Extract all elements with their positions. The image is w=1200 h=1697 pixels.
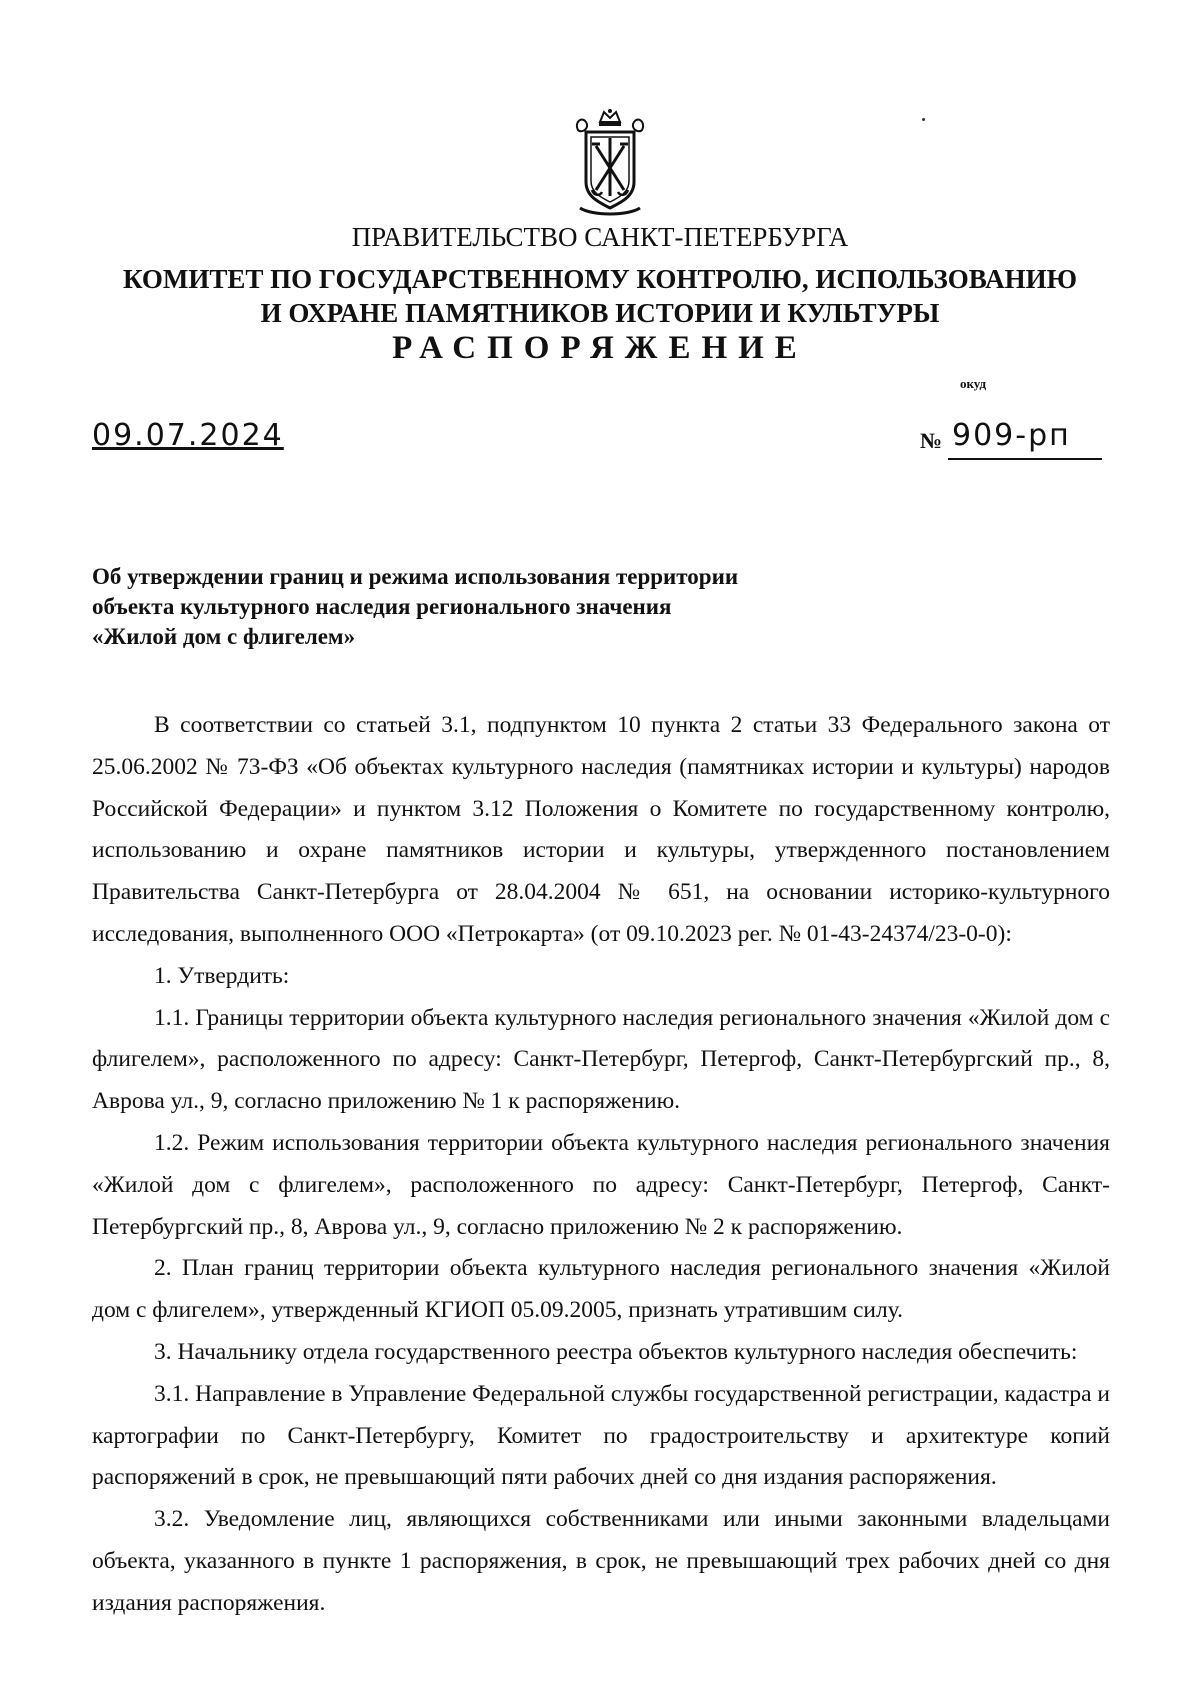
- body-paragraph: 2. План границ территории объекта культурного наследия регионального значения «Жилой дом с флигелем», утвержденный КГИОП 05.09.2005, признать утратившим силу.: [92, 1255, 1110, 1324]
- scan-speck: [922, 118, 925, 121]
- document-subject: [92, 562, 892, 652]
- body-paragraph: 1.1. Границы территории объекта культурного наследия регионального значения «Жилой дом с флигелем», расположенного по адресу: Санкт-Петербург, Петергоф, Санкт-Петербургский пр., 8, Аврова ул., 9, согласно приложению № 1 к распоряжению.: [92, 1004, 1110, 1115]
- subject-line-1: Об утверждении границ и режима использования территории: [92, 564, 739, 589]
- subject-line-2: объекта культурного наследия регионального значения: [92, 594, 672, 619]
- document-type: РАСПОРЯЖЕНИЕ: [392, 330, 808, 366]
- document-number: 909-рп: [952, 418, 1071, 453]
- body-paragraph: 1. Утвердить:: [154, 962, 290, 989]
- number-label: №: [920, 428, 943, 453]
- government-name: ПРАВИТЕЛЬСТВО САНКТ-ПЕТЕРБУРГА: [351, 222, 849, 252]
- document-body: [92, 705, 1110, 1625]
- body-paragraph: В соответствии со статьей 3.1, подпунктом 10 пункта 2 статьи 33 Федерального закона от 25.06.2002 № 73-ФЗ «Об объектах культурного наследия (памятниках истории и культуры) народов Российской Федерации» и пунктом 3.12 Положения о Комитете по государственному контролю, использованию и охране памятников истории и культуры, утвержденного постановлением Правительства Санкт-Петербурга от 28.04.2004 № 651, на основании историко-культурного исследования, выполненного ООО «Петрокарта» (от 09.10.2023 рег. № 01-43-24374/23-0-0):: [92, 712, 1110, 947]
- okud-label: окуд: [960, 376, 987, 391]
- committee-line-1: КОМИТЕТ ПО ГОСУДАРСТВЕННОМУ КОНТРОЛЮ, ИСПОЛЬЗОВАНИЮ: [123, 264, 1077, 294]
- number-underline: [948, 458, 1102, 460]
- body-paragraph: 3. Начальнику отдела государственного реестра объектов культурного наследия обеспечить:: [154, 1338, 1078, 1365]
- body-paragraph: 1.2. Режим использования территории объекта культурного наследия регионального значения «Жилой дом с флигелем», расположенного по адресу: Санкт-Петербург, Петергоф, Санкт-Петербургский пр., 8, Аврова ул., 9, согласно приложению № 2 к распоряжению.: [92, 1129, 1110, 1240]
- committee-name: [0, 262, 1200, 330]
- body-paragraph: 3.2. Уведомление лиц, являющихся собственниками или иными законными владельцами объекта, указанного в пункте 1 распоряжения, в срок, не превышающий трех рабочих дней со дня издания распоряжения.: [92, 1506, 1110, 1616]
- coat-of-arms-icon: [572, 108, 648, 216]
- document-date: 09.07.2024: [92, 418, 284, 453]
- committee-line-2: И ОХРАНЕ ПАМЯТНИКОВ ИСТОРИИ И КУЛЬТУРЫ: [260, 298, 940, 328]
- body-paragraph: 3.1. Направление в Управление Федеральной службы государственной регистрации, кадастра и картографии по Санкт-Петербургу, Комитет по градостроительству и архитектуре копий распоряжений в срок, не превышающий пяти рабочих дней со дня издания распоряжения.: [92, 1380, 1110, 1491]
- subject-line-3: «Жилой дом с флигелем»: [92, 624, 356, 649]
